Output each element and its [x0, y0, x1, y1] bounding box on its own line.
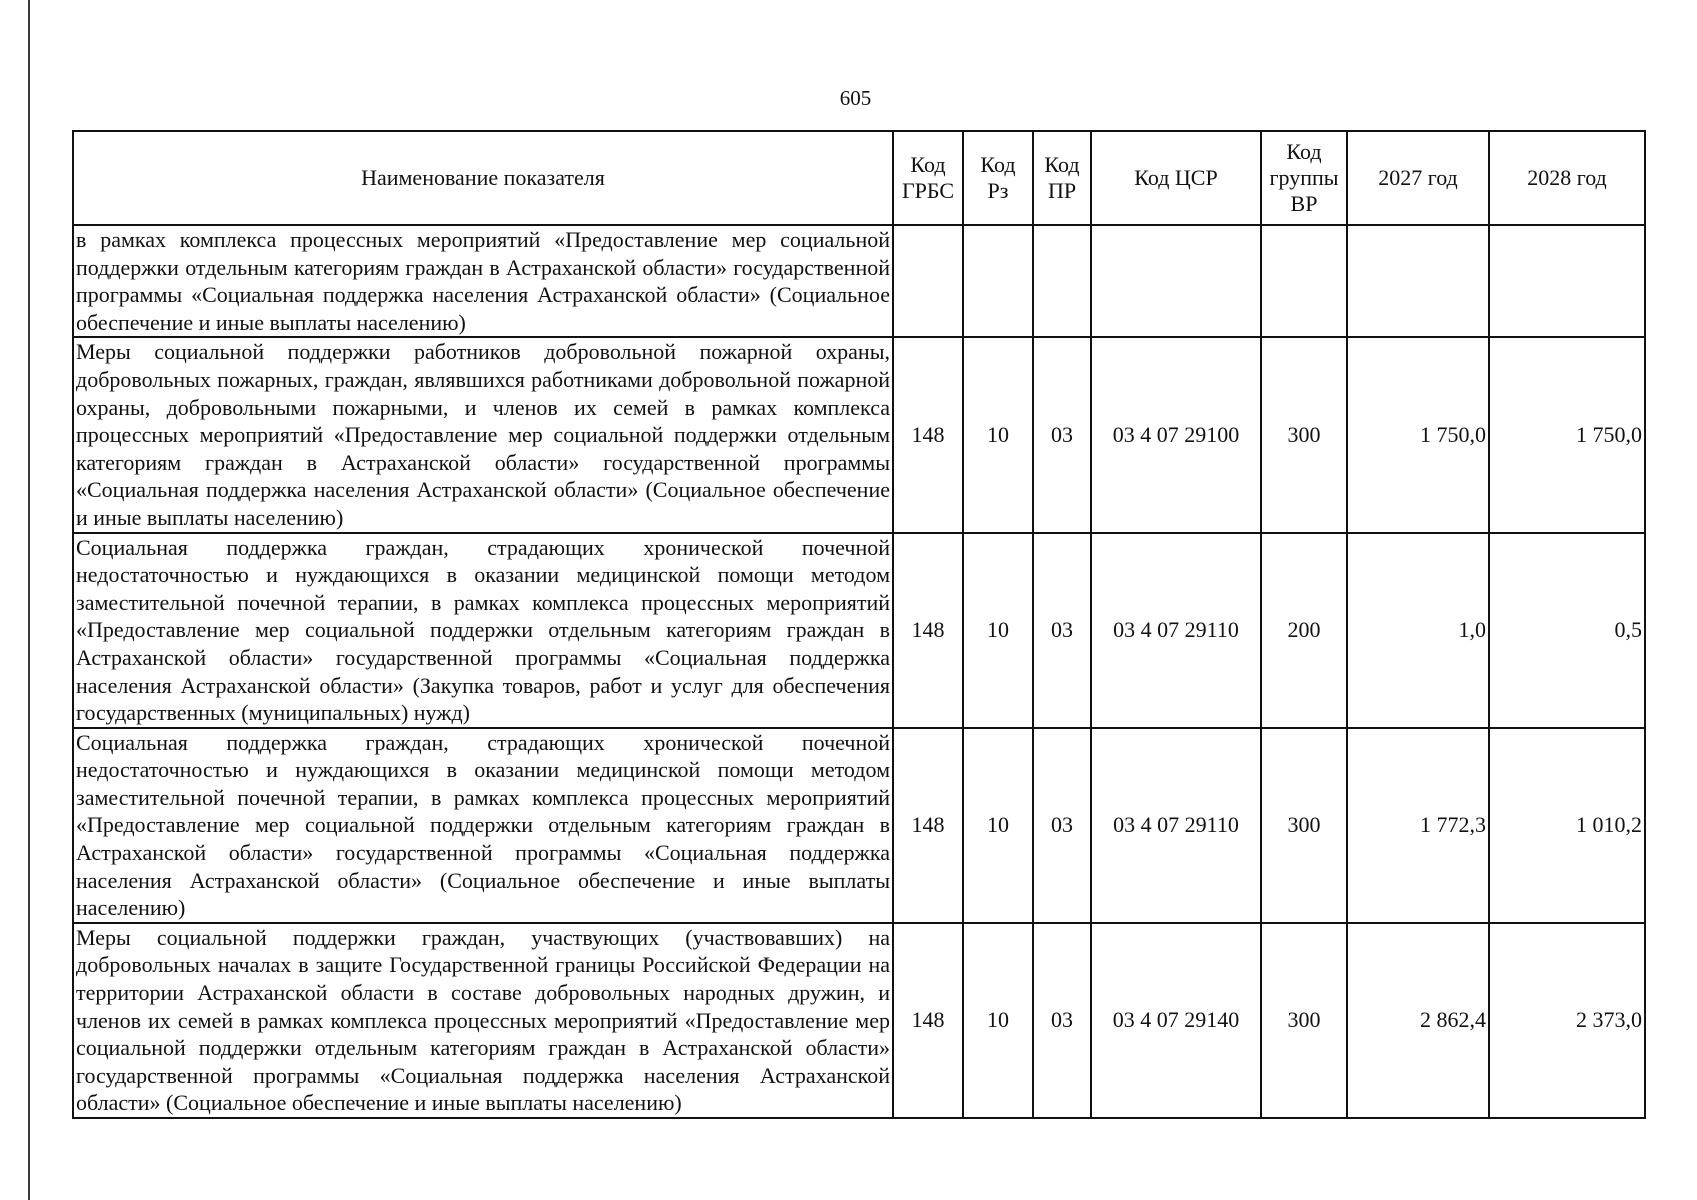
row-2027: 1 772,3 [1347, 728, 1489, 923]
row-vr: 300 [1261, 337, 1347, 532]
table-row [73, 533, 1645, 728]
row-name: Меры социальной поддержки работников добровольной пожарной охраны, добровольных пожарных, граждан, являвшихся работниками добровольной пожарной охраны, добровольными пожарными, и членов их семей в рамках комплекса процессных мероприятий «Предоставление мер социальной поддержки отдельным категориям граждан в Астраханской области» государственной программы «Социальная поддержка населения Астраханской области» (Социальное обеспечение и иные выплаты населению) [73, 337, 893, 532]
header-rz-line-2: Рз [987, 178, 1009, 203]
row-grbs: 148 [893, 923, 963, 1118]
row-pr: 03 [1033, 533, 1091, 728]
row-2028: 0,5 [1489, 533, 1645, 728]
header-pr [1033, 131, 1091, 225]
row-2027 [1347, 225, 1489, 337]
row-csr: 03 4 07 29110 [1091, 533, 1261, 728]
header-csr [1091, 131, 1261, 225]
row-name: Социальная поддержка граждан, страдающих хронической почечной недостаточностью и нуждающихся в оказании медицинской помощи методом заместительной почечной терапии, в рамках комплекса процессных мероприятий «Предоставление мер социальной поддержки отдельным категориям граждан в Астраханской области» государственной программы «Социальная поддержка населения Астраханской области» (Закупка товаров, работ и услуг для обеспечения государственных (муниципальных) нужд) [73, 533, 893, 728]
row-rz [963, 225, 1033, 337]
row-2027: 1,0 [1347, 533, 1489, 728]
header-rz [963, 131, 1033, 225]
header-grbs-line-2: ГРБС [901, 178, 955, 203]
row-vr: 200 [1261, 533, 1347, 728]
row-pr [1033, 225, 1091, 337]
header-vr [1261, 131, 1347, 225]
header-vr-line-2: группы [1269, 165, 1339, 190]
row-name: в рамках комплекса процессных мероприятий «Предоставление мер социальной поддержки отдельным категориям граждан в Астраханской области» государственной программы «Социальная поддержка населения Астраханской области» (Социальное обеспечение и иные выплаты населению) [73, 225, 893, 337]
row-grbs: 148 [893, 337, 963, 532]
left-margin-rule [28, 0, 30, 1200]
header-vr-line-3: ВР [1290, 191, 1318, 216]
row-vr: 300 [1261, 728, 1347, 923]
header-vr-line-1: Код [1286, 139, 1322, 164]
header-name [73, 131, 893, 225]
header-2028-label: 2028 год [1527, 165, 1607, 190]
page-number: 605 [839, 86, 872, 110]
table-row [73, 337, 1645, 532]
budget-table [72, 130, 1646, 1119]
row-2028: 1 750,0 [1489, 337, 1645, 532]
row-2027: 2 862,4 [1347, 923, 1489, 1118]
table-row [73, 225, 1645, 337]
header-2027-label: 2027 год [1378, 165, 1458, 190]
row-vr [1261, 225, 1347, 337]
row-2028: 2 373,0 [1489, 923, 1645, 1118]
header-2028 [1489, 131, 1645, 225]
row-vr: 300 [1261, 923, 1347, 1118]
row-csr: 03 4 07 29140 [1091, 923, 1261, 1118]
row-grbs: 148 [893, 728, 963, 923]
table-header-row [73, 131, 1645, 225]
row-rz: 10 [963, 728, 1033, 923]
header-grbs [893, 131, 963, 225]
header-rz-line-1: Код [980, 152, 1016, 177]
row-name: Меры социальной поддержки граждан, участвующих (участвовавших) на добровольных началах в защите Государственной границы Российской Федерации на территории Астраханской области в составе добровольных народных дружин, и членов их семей в рамках комплекса процессных мероприятий «Предоставление мер социальной поддержки отдельным категориям граждан в Астраханской области» государственной программы «Социальная поддержка населения Астраханской области» (Социальное обеспечение и иные выплаты населению) [73, 923, 893, 1118]
row-grbs [893, 225, 963, 337]
row-csr [1091, 225, 1261, 337]
row-csr: 03 4 07 29110 [1091, 728, 1261, 923]
row-rz: 10 [963, 533, 1033, 728]
header-pr-line-1: Код [1044, 152, 1080, 177]
row-pr: 03 [1033, 923, 1091, 1118]
table-row [73, 923, 1645, 1118]
row-name: Социальная поддержка граждан, страдающих хронической почечной недостаточностью и нуждающихся в оказании медицинской помощи методом заместительной почечной терапии, в рамках комплекса процессных мероприятий «Предоставление мер социальной поддержки отдельным категориям граждан в Астраханской области» государственной программы «Социальная поддержка населения Астраханской области» (Социальное обеспечение и иные выплаты населению) [73, 728, 893, 923]
header-csr-label: Код ЦСР [1134, 165, 1218, 190]
row-pr: 03 [1033, 728, 1091, 923]
row-csr: 03 4 07 29100 [1091, 337, 1261, 532]
row-grbs: 148 [893, 533, 963, 728]
header-name-label: Наименование показателя [361, 165, 605, 190]
table-row [73, 728, 1645, 923]
header-2027 [1347, 131, 1489, 225]
row-2028 [1489, 225, 1645, 337]
row-2027: 1 750,0 [1347, 337, 1489, 532]
header-grbs-line-1: Код [910, 152, 946, 177]
row-rz: 10 [963, 337, 1033, 532]
header-pr-line-2: ПР [1047, 178, 1077, 203]
row-rz: 10 [963, 923, 1033, 1118]
row-pr: 03 [1033, 337, 1091, 532]
row-2028: 1 010,2 [1489, 728, 1645, 923]
